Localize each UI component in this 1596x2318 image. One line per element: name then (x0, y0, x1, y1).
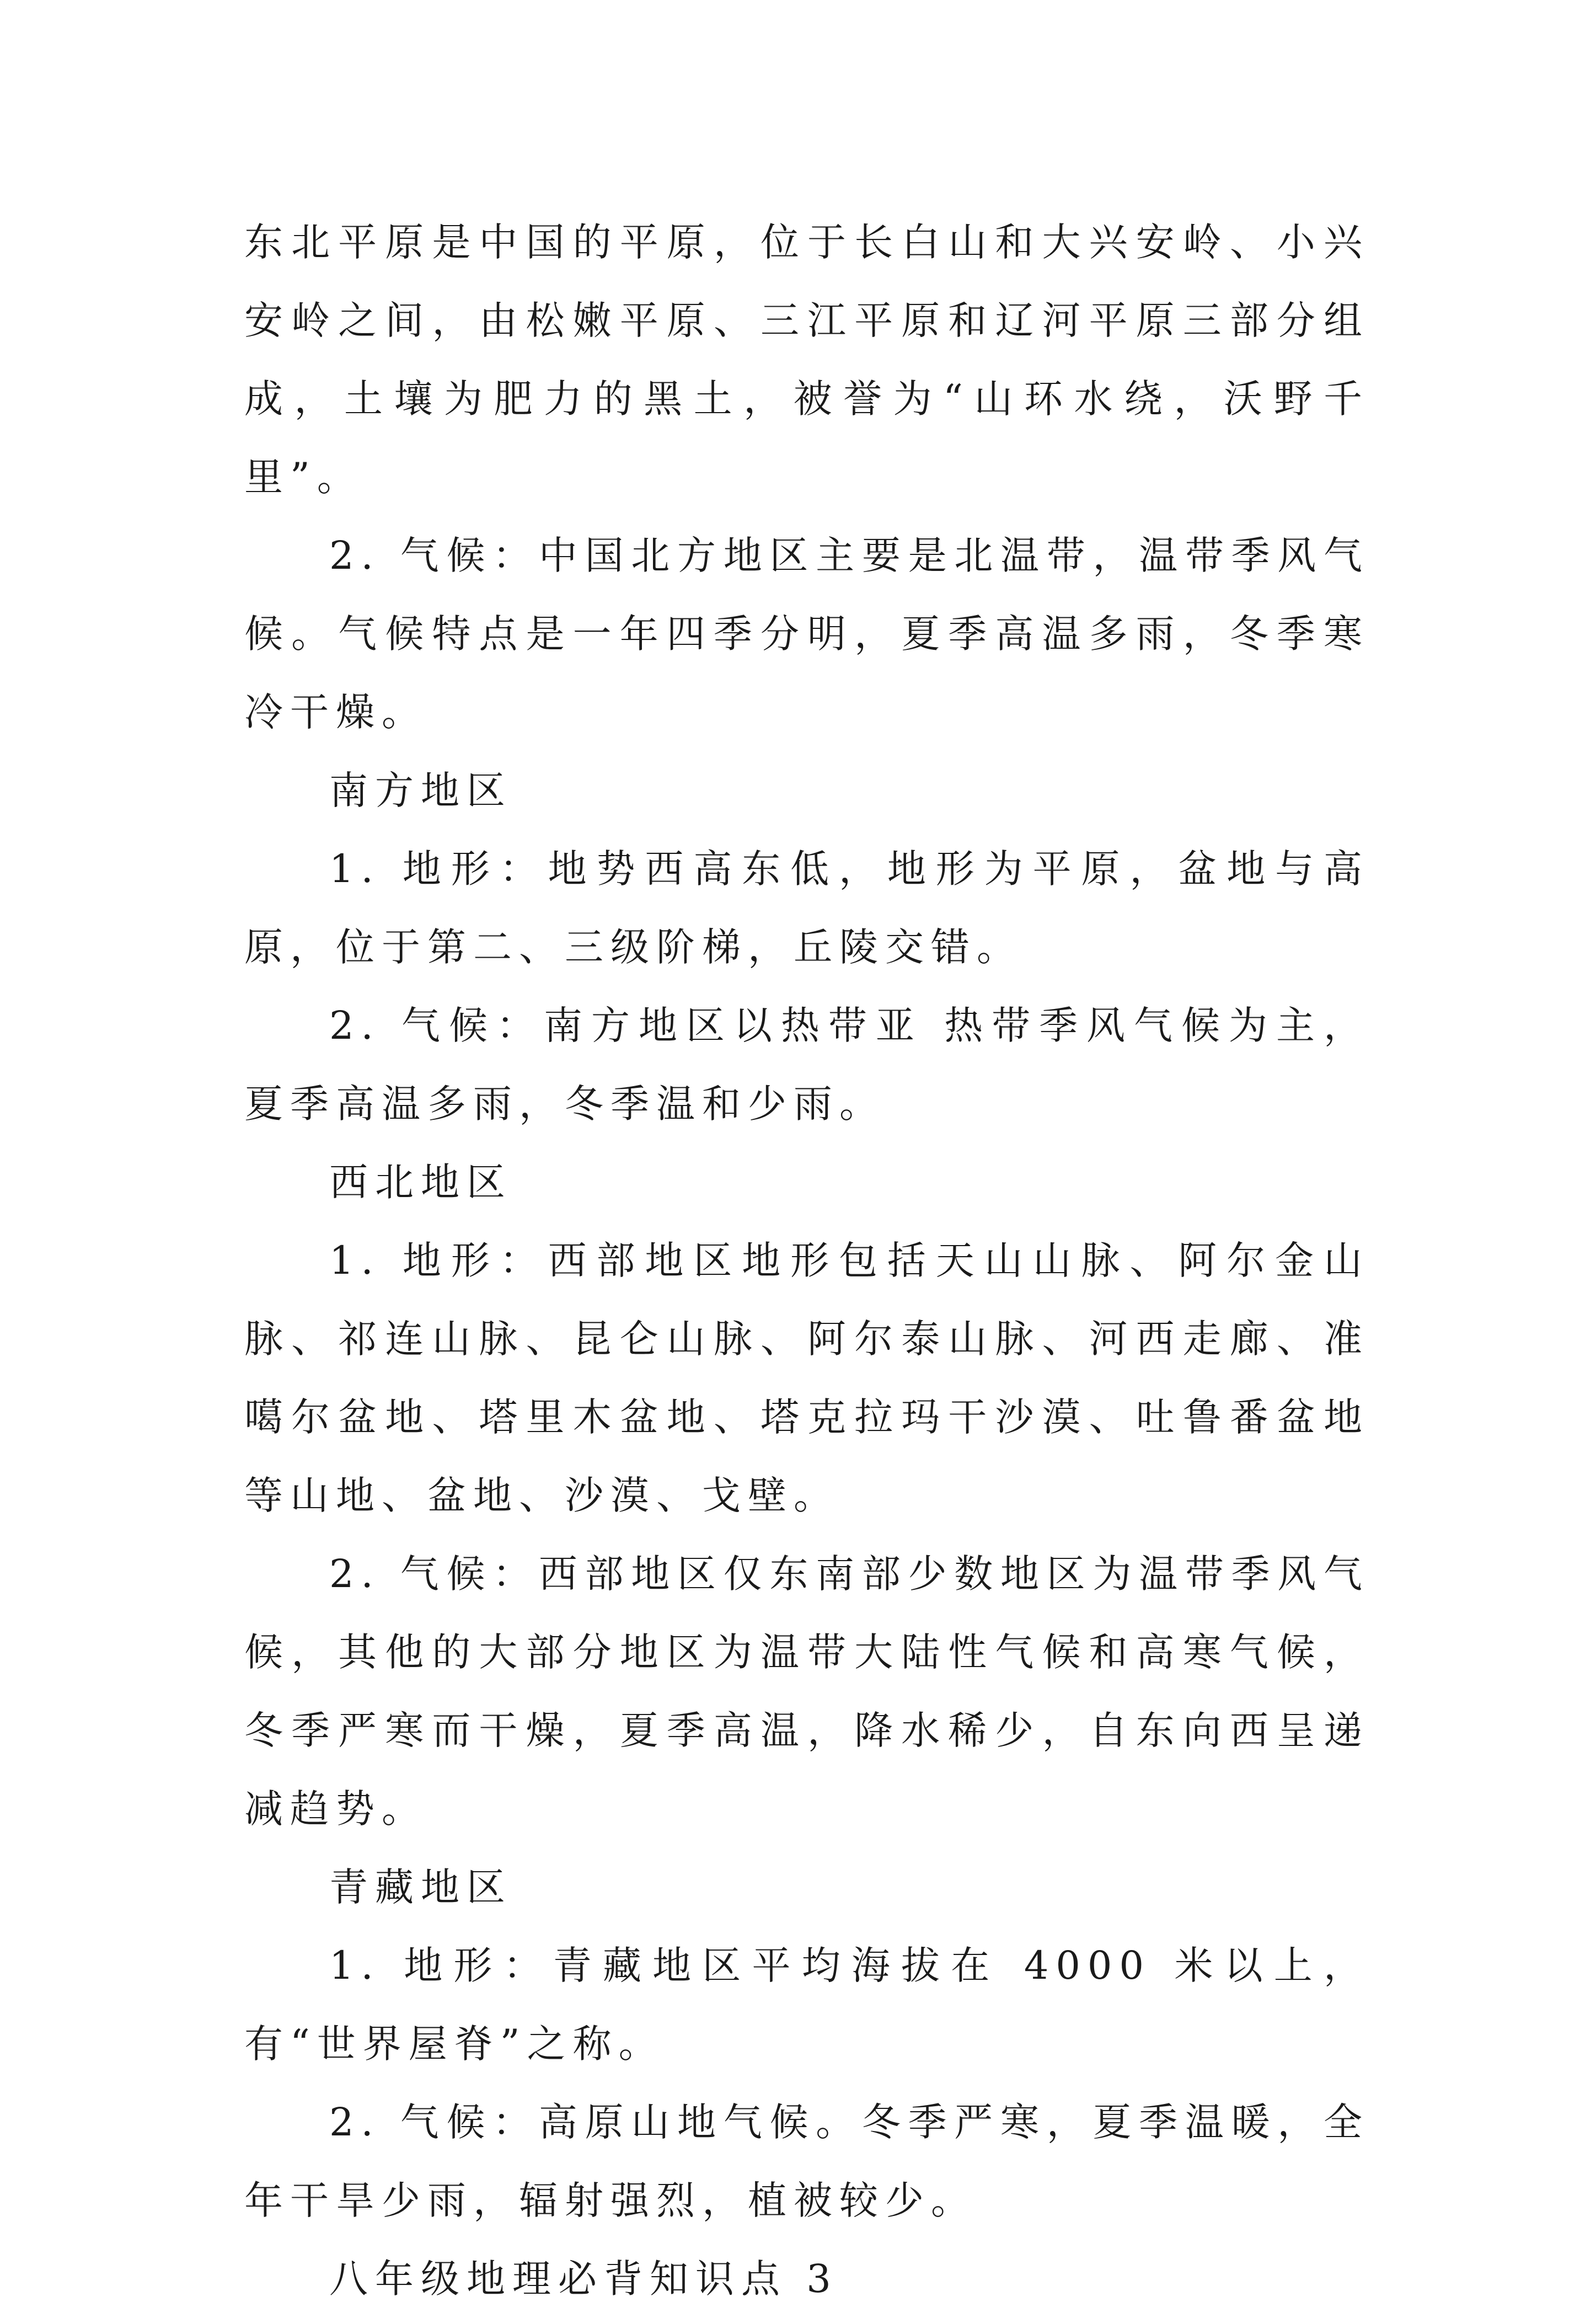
paragraph-northeast-plain: 东北平原是中国的平原，位于长白山和大兴安岭、小兴安岭之间，由松嫩平原、三江平原和辽河平原三部分组成，土壤为肥力的黑土，被誉为“山环水绕，沃野千里”。 (244, 220, 1369, 500)
section-heading-qinghai-tibet: 青藏地区 (329, 1865, 512, 1910)
paragraph-south-terrain: 1. 地形：地势西高东低，地形为平原，盆地与高原，位于第二、三级阶梯，丘陵交错。 (244, 846, 1369, 970)
section-heading-knowledge-3: 八年级地理必背知识点 3 (329, 2256, 838, 2301)
paragraph-northwest-climate: 2. 气候：西部地区仅东南部少数地区为温带季风气候，其他的大部分地区为温带大陆性气候和高寒气候，冬季严寒而干燥，夏季高温，降水稀少，自东向西呈递减趋势。 (244, 1551, 1369, 1831)
paragraph-north-climate: 2. 气候：中国北方地区主要是北温带，温带季风气候。气候特点是一年四季分明，夏季高温多雨，冬季寒冷干燥。 (244, 533, 1369, 735)
section-heading-northwest: 西北地区 (329, 1160, 512, 1205)
paragraph-south-climate: 2. 气候：南方地区以热带亚 热带季风气候为主，夏季高温多雨，冬季温和少雨。 (244, 1003, 1369, 1126)
paragraph-qinghai-tibet-terrain: 1. 地形：青藏地区平均海拔在 4000 米以上，有“世界屋脊”之称。 (244, 1943, 1369, 2066)
section-heading-south: 南方地区 (329, 768, 512, 813)
document-body (244, 203, 1369, 2318)
paragraph-northwest-terrain: 1. 地形：西部地区地形包括天山山脉、阿尔金山脉、祁连山脉、昆仑山脉、阿尔泰山脉、河西走廊、准噶尔盆地、塔里木盆地、塔克拉玛干沙漠、吐鲁番盆地等山地、盆地、沙漠、戈壁。 (244, 1238, 1369, 1518)
paragraph-qinghai-tibet-climate: 2. 气候：高原山地气候。冬季严寒，夏季温暖，全年干旱少雨，辐射强烈，植被较少。 (244, 2100, 1369, 2223)
